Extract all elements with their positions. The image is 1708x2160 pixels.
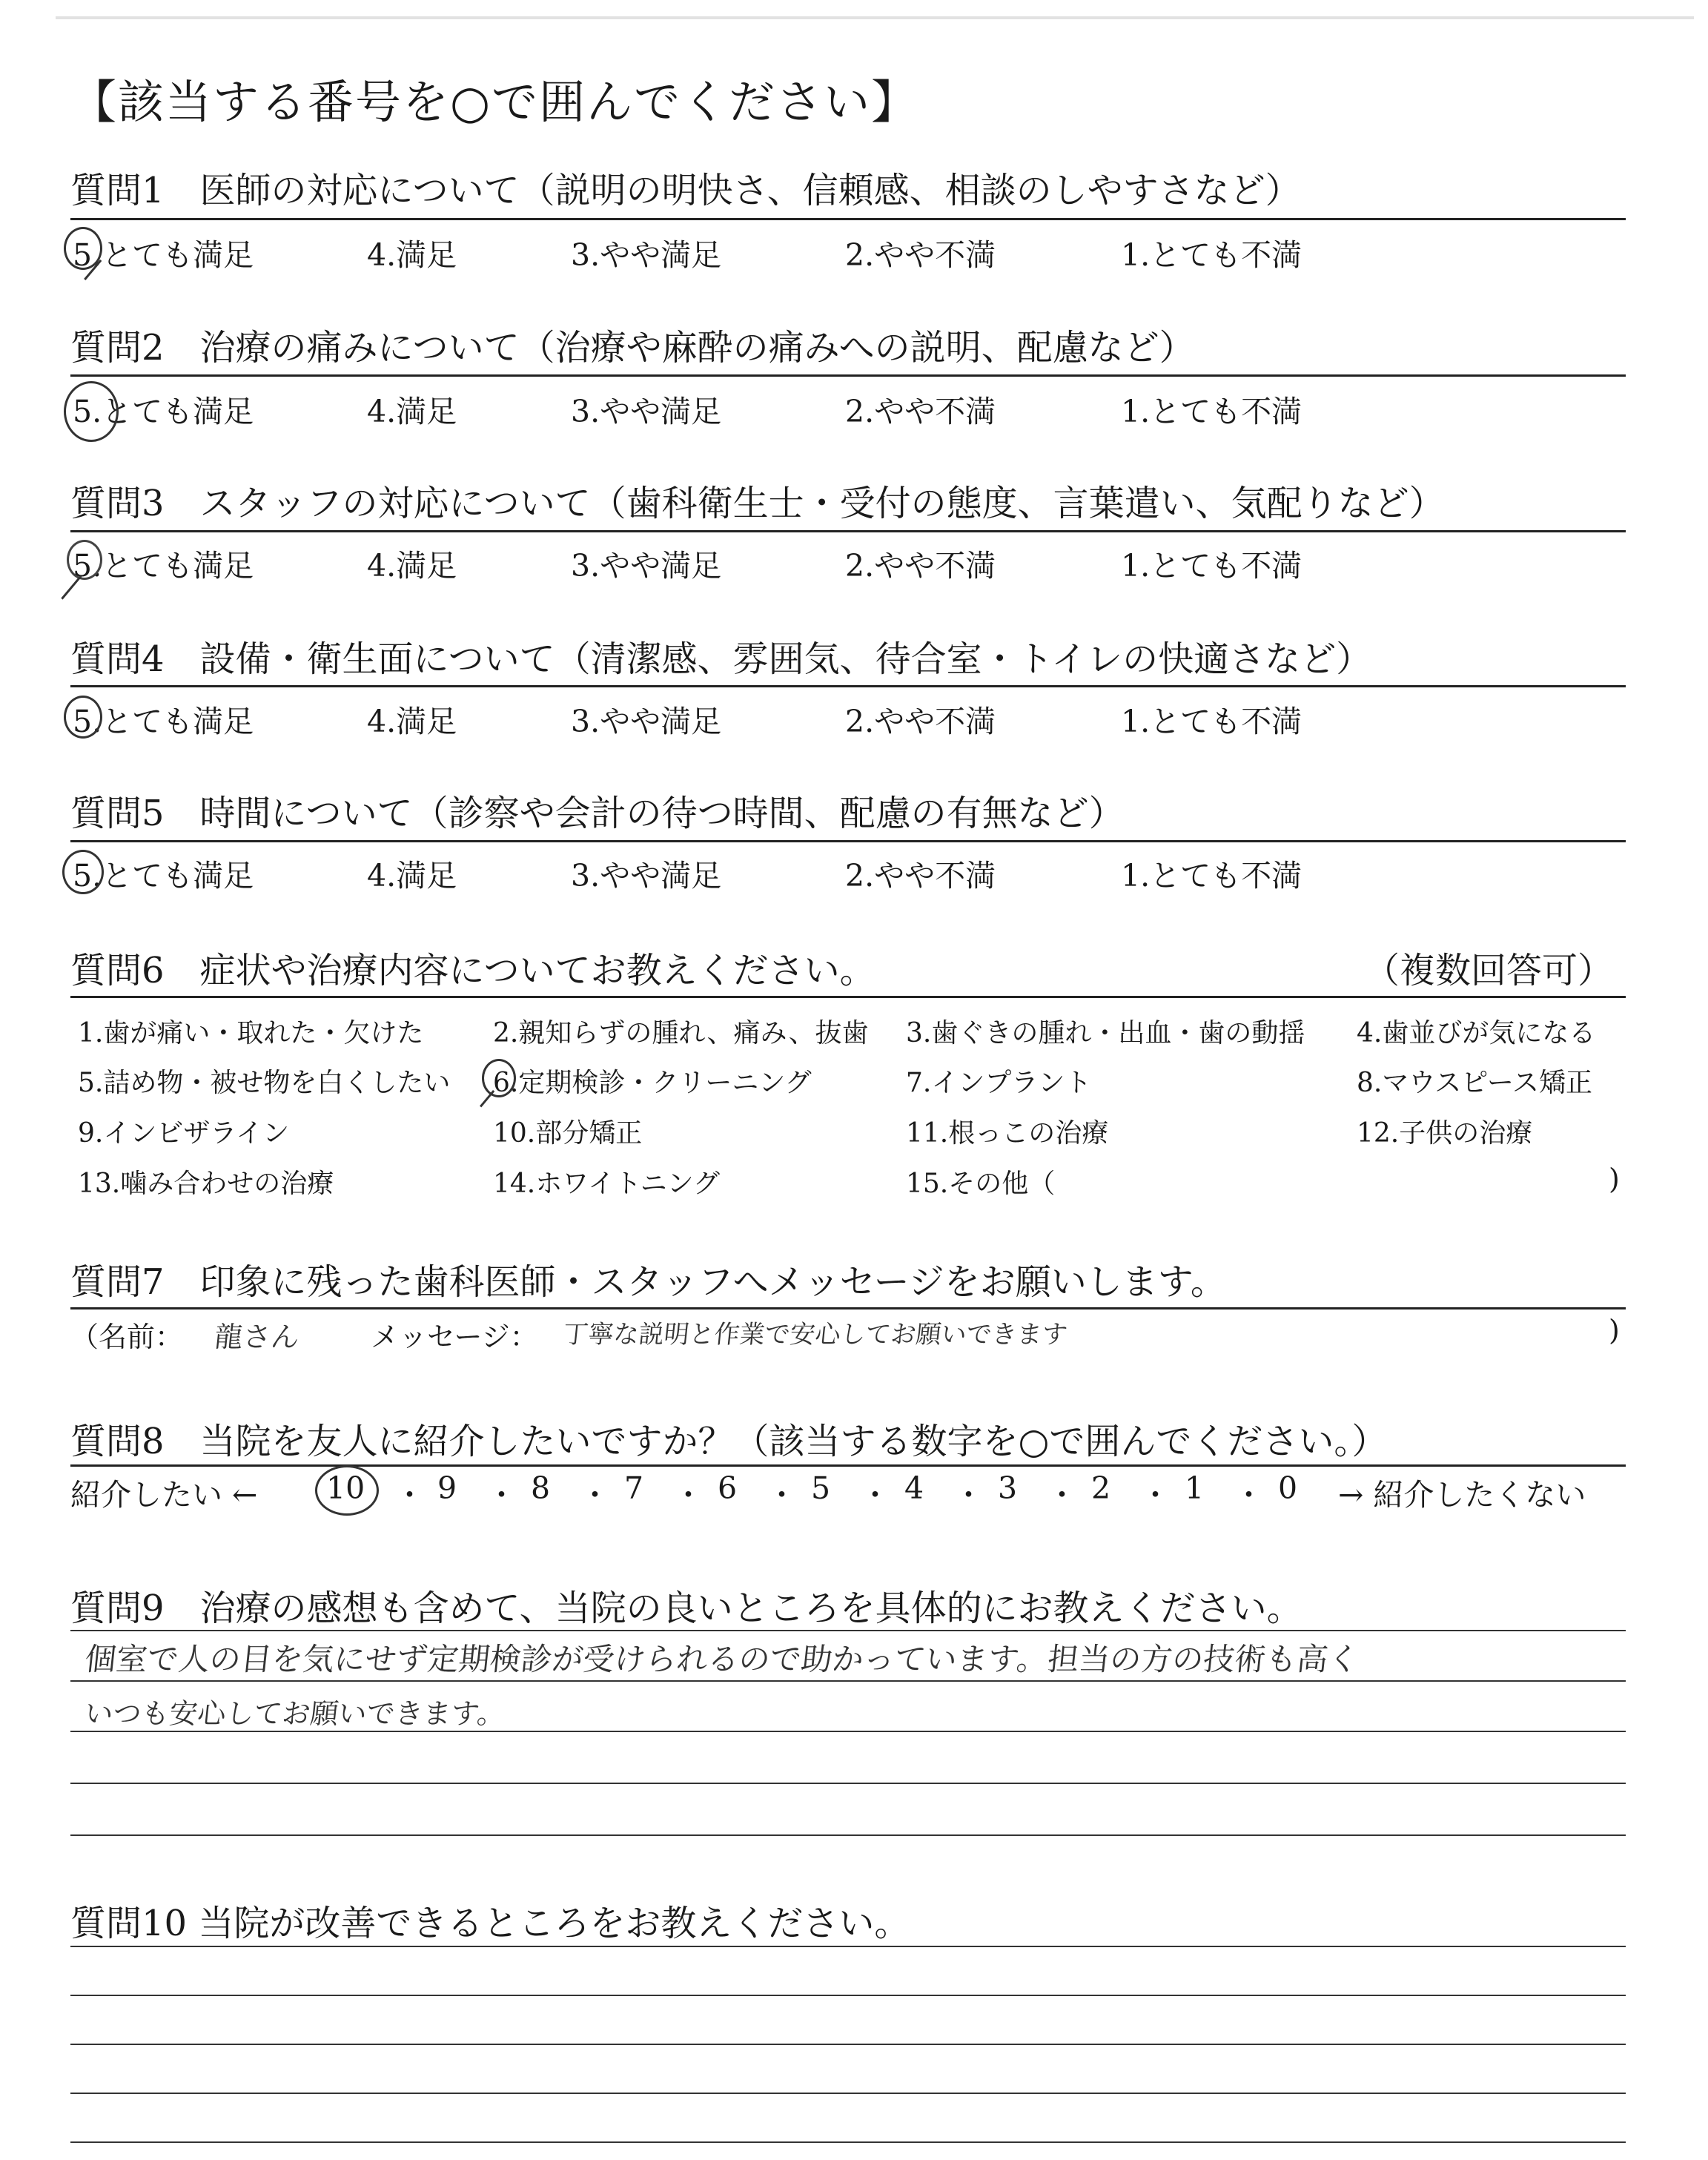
- q6-item-10[interactable]: 10.部分矯正: [493, 1118, 643, 1149]
- q7-message-label: メッセージ：: [371, 1321, 538, 1353]
- q10-line-4: [70, 2093, 1626, 2094]
- q4-selection-circle: [64, 696, 102, 739]
- q1-option-3[interactable]: 3.やや満足: [571, 237, 722, 273]
- q1-option-2[interactable]: 2.やや不満: [845, 237, 996, 273]
- q6-item-7[interactable]: 7.インプラント: [906, 1068, 1092, 1098]
- q7-close-paren: ): [1609, 1314, 1620, 1347]
- q4-option-1[interactable]: 1.とても不満: [1121, 704, 1302, 739]
- q6-item-5[interactable]: 5.詰め物・被せ物を白くしたい: [78, 1068, 451, 1098]
- q8-separator: ・: [860, 1477, 890, 1513]
- q8-scale-1[interactable]: 1: [1185, 1470, 1205, 1506]
- q9-line-5: [70, 1834, 1626, 1836]
- q2-option-2[interactable]: 2.やや不満: [845, 394, 996, 429]
- q1-option-4[interactable]: 4.満足: [367, 237, 457, 273]
- question-7-rule: [70, 1307, 1626, 1309]
- q3-option-4[interactable]: 4.満足: [367, 548, 457, 584]
- question-7-title: 質問7 印象に残った歯科医師・スタッフへメッセージをお願いします。: [70, 1261, 1226, 1303]
- q8-separator: ・: [953, 1477, 984, 1513]
- q8-scale-7[interactable]: 7: [624, 1470, 644, 1506]
- q4-option-4[interactable]: 4.満足: [367, 704, 457, 739]
- q5-option-4[interactable]: 4.満足: [367, 858, 457, 894]
- q8-scale-5[interactable]: 5: [811, 1470, 831, 1506]
- q9-line-4: [70, 1783, 1626, 1784]
- question-8-title: 質問8 当院を友人に紹介したいですか？（該当する数字を○で囲んでください。）: [70, 1421, 1388, 1462]
- q8-scale-0[interactable]: 0: [1278, 1470, 1298, 1506]
- page-heading: 【該当する番号を○で囲んでください】: [70, 75, 919, 129]
- q3-option-5[interactable]: 5.とても満足: [73, 548, 254, 584]
- q8-separator: ・: [1140, 1477, 1171, 1513]
- question-3-title: 質問3 スタッフの対応について（歯科衛生士・受付の態度、言葉遣い、気配りなど）: [70, 483, 1445, 524]
- q7-message-value[interactable]: 丁寧な説明と作業で安心してお願いできます: [561, 1320, 1069, 1350]
- q1-option-1[interactable]: 1.とても不満: [1121, 237, 1302, 273]
- q8-scale-4[interactable]: 4: [904, 1470, 924, 1506]
- q8-left-label: 紹介したい ←: [70, 1477, 258, 1513]
- q4-option-3[interactable]: 3.やや満足: [571, 704, 722, 739]
- q7-name-value[interactable]: 龍さん: [213, 1321, 301, 1353]
- q6-item-11[interactable]: 11.根っこの治療: [906, 1118, 1109, 1149]
- q6-selection-circle: [482, 1059, 516, 1097]
- q6-item-15[interactable]: 15.その他（: [906, 1169, 1056, 1199]
- q10-line-2: [70, 1995, 1626, 1996]
- q8-separator: ・: [1234, 1477, 1264, 1513]
- q5-option-5[interactable]: 5.とても満足: [73, 858, 254, 894]
- q8-separator: ・: [1047, 1477, 1077, 1513]
- q10-line-3: [70, 2044, 1626, 2045]
- q8-separator: ・: [673, 1477, 704, 1513]
- q3-option-1[interactable]: 1.とても不満: [1121, 548, 1302, 584]
- q2-option-3[interactable]: 3.やや満足: [571, 394, 722, 429]
- q4-option-2[interactable]: 2.やや不満: [845, 704, 996, 739]
- q3-selection-tick: [61, 575, 82, 600]
- q8-scale-10[interactable]: 10: [326, 1470, 365, 1506]
- q2-selection-circle: [64, 381, 119, 442]
- q1-option-5[interactable]: 5.とても満足: [73, 237, 254, 273]
- q3-option-2[interactable]: 2.やや不満: [845, 548, 996, 584]
- q5-option-1[interactable]: 1.とても不満: [1121, 858, 1302, 894]
- q6-multi-note: （複数回答可）: [1364, 950, 1614, 991]
- question-5-title: 質問5 時間について（診察や会計の待つ時間、配慮の有無など）: [70, 793, 1125, 834]
- q3-selection-circle: [67, 540, 102, 580]
- q6-item-4[interactable]: 4.歯並びが気になる: [1357, 1018, 1596, 1048]
- q2-option-4[interactable]: 4.満足: [367, 394, 457, 429]
- q9-answer-line-1[interactable]: 個室で人の目を気にせず定期検診が受けられるので助かっています。担当の方の技術も高く: [83, 1641, 1361, 1677]
- question-6-rule: [70, 996, 1626, 998]
- q6-item-3[interactable]: 3.歯ぐきの腫れ・出血・歯の動揺: [906, 1018, 1305, 1048]
- question-10-title: 質問10 当院が改善できるところをお教えください。: [70, 1903, 910, 1944]
- question-3-rule: [70, 530, 1626, 532]
- q6-item-14[interactable]: 14.ホワイトニング: [493, 1169, 721, 1199]
- q8-right-label: → 紹介したくない: [1338, 1477, 1586, 1513]
- q8-scale-2[interactable]: 2: [1091, 1470, 1111, 1506]
- top-edge-line: [56, 16, 1694, 19]
- q10-line-1: [70, 1946, 1626, 1947]
- q2-option-5[interactable]: 5.とても満足: [73, 394, 254, 429]
- q9-answer-line-2[interactable]: いつも安心してお願いできます。: [83, 1697, 507, 1730]
- question-2-rule: [70, 374, 1626, 377]
- q4-option-5[interactable]: 5.とても満足: [73, 704, 254, 739]
- q6-item-9[interactable]: 9.インビザライン: [78, 1118, 290, 1149]
- question-6-title: 質問6 症状や治療内容についてお教えください。: [70, 950, 875, 991]
- q2-option-1[interactable]: 1.とても不満: [1121, 394, 1302, 429]
- question-1-title: 質問1 医師の対応について（説明の明快さ、信頼感、相談のしやすさなど）: [70, 170, 1301, 211]
- q5-option-3[interactable]: 3.やや満足: [571, 858, 722, 894]
- question-4-title: 質問4 設備・衛生面について（清潔感、雰囲気、待合室・トイレの快適さなど）: [70, 638, 1372, 680]
- question-5-rule: [70, 840, 1626, 842]
- q9-line-1: [70, 1630, 1626, 1631]
- q6-other-close-paren: ): [1609, 1163, 1620, 1195]
- q9-line-2: [70, 1680, 1626, 1682]
- q8-scale-6[interactable]: 6: [718, 1470, 738, 1506]
- q10-line-5: [70, 2141, 1626, 2143]
- question-2-title: 質問2 治療の痛みについて（治療や麻酔の痛みへの説明、配慮など）: [70, 327, 1195, 369]
- q8-scale-9[interactable]: 9: [437, 1470, 457, 1506]
- q6-item-1[interactable]: 1.歯が痛い・取れた・欠けた: [78, 1018, 424, 1048]
- q6-item-8[interactable]: 8.マウスピース矯正: [1357, 1068, 1593, 1098]
- q6-item-6[interactable]: 6.定期検診・クリーニング: [493, 1068, 812, 1098]
- q8-separator: ・: [767, 1477, 797, 1513]
- q5-option-2[interactable]: 2.やや不満: [845, 858, 996, 894]
- q6-item-13[interactable]: 13.噛み合わせの治療: [78, 1169, 334, 1199]
- q9-line-3: [70, 1731, 1626, 1732]
- q7-name-label: （名前：: [70, 1321, 184, 1353]
- q5-selection-circle: [62, 850, 104, 894]
- q6-item-2[interactable]: 2.親知らずの腫れ、痛み、抜歯: [493, 1018, 869, 1048]
- question-9-title: 質問9 治療の感想も含めて、当院の良いところを具体的にお教えください。: [70, 1588, 1302, 1629]
- question-1-rule: [70, 218, 1626, 220]
- q8-scale-3[interactable]: 3: [998, 1470, 1018, 1506]
- q8-separator: ・: [394, 1477, 425, 1513]
- q8-separator: ・: [486, 1477, 517, 1513]
- q3-option-3[interactable]: 3.やや満足: [571, 548, 722, 584]
- q8-separator: ・: [580, 1477, 610, 1513]
- question-4-rule: [70, 685, 1626, 687]
- q8-scale-8[interactable]: 8: [531, 1470, 551, 1506]
- q6-item-12[interactable]: 12.子供の治療: [1357, 1118, 1533, 1149]
- q8-selection-circle: [315, 1465, 379, 1516]
- question-8-rule: [70, 1464, 1626, 1467]
